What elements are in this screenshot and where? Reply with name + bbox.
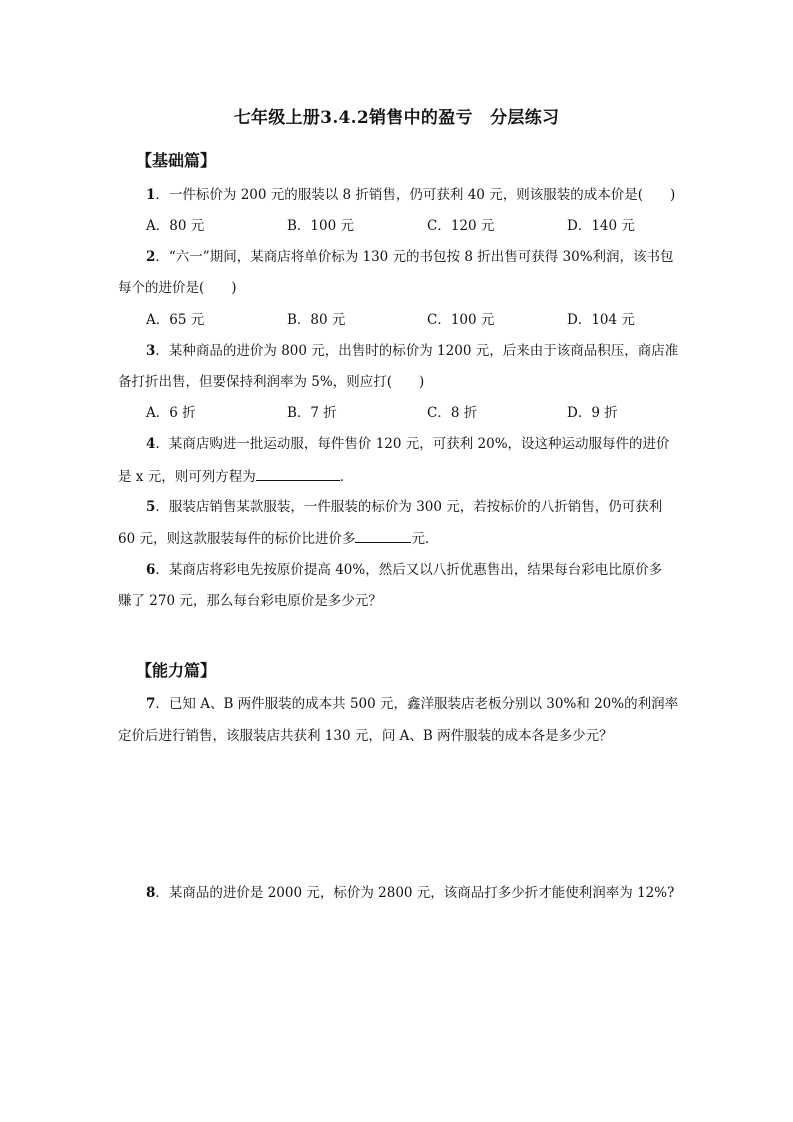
page-title: 七年级上册3.4.2销售中的盈亏 分层练习 xyxy=(233,108,560,128)
section-basic: 【基础篇】 xyxy=(136,151,217,170)
q3-option-d: D．9 折 xyxy=(567,405,618,421)
question-2 xyxy=(146,247,674,267)
question-3 xyxy=(146,341,678,361)
question-5 xyxy=(146,497,662,517)
question-number: 2 xyxy=(146,249,156,265)
q2-option-b: B．80 元 xyxy=(287,312,346,328)
question-text: 60 元，则这款服装每件的标价比进价多 xyxy=(118,531,356,547)
q3-option-c: C．8 折 xyxy=(427,405,478,421)
answer-blank[interactable] xyxy=(355,528,411,543)
question-4-cont xyxy=(118,466,353,487)
q2-option-d: D．104 元 xyxy=(567,312,635,328)
question-text: ．某商店将彩电先按原价提高 40%，然后又以八折优惠售出，结果每台彩电比原价多 xyxy=(155,562,663,578)
q2-option-c: C．100 元 xyxy=(427,312,495,328)
question-text: ．“六一”期间，某商店将单价标为 130 元的书包按 8 折出售可获得 30%利润，该书包 xyxy=(155,249,674,265)
question-6 xyxy=(146,560,662,580)
q3-option-a: A．6 折 xyxy=(146,405,196,421)
question-text: 是 x 元，则可列方程为 xyxy=(118,469,256,485)
question-7-cont: 定价后进行销售，该服装店共获利 130 元，问 A、B 两件服装的成本各是多少元？ xyxy=(118,728,613,744)
answer-blank[interactable] xyxy=(256,466,340,481)
question-4 xyxy=(146,434,670,454)
question-text: ．一件标价为 200 元的服装以 8 折销售，仍可获利 40 元，则该服装的成本价是( ) xyxy=(155,187,676,203)
section-ability: 【能力篇】 xyxy=(136,661,217,680)
question-text: ．某商品的进价是 2000 元，标价为 2800 元，该商品打多少折才能使利润率为 12%? xyxy=(155,885,675,901)
question-text: ．某商店购进一批运动服，每件售价 120 元，可获利 20%，设这种运动服每件的进价 xyxy=(155,436,670,452)
question-text: ． xyxy=(339,469,354,485)
question-2-cont: 每个的进价是( ) xyxy=(118,280,237,296)
question-text: ．已知 A、B 两件服装的成本共 500 元，鑫洋服装店老板分别以 30%和 20%的利润率 xyxy=(155,696,679,712)
question-1 xyxy=(146,185,675,205)
question-number: 6 xyxy=(146,562,156,578)
q1-option-b: B．100 元 xyxy=(287,218,354,234)
question-number: 7 xyxy=(146,696,156,712)
question-number: 4 xyxy=(146,436,156,452)
question-5-cont xyxy=(118,528,438,549)
question-number: 1 xyxy=(146,187,156,203)
question-7 xyxy=(146,694,678,714)
q3-option-b: B．7 折 xyxy=(287,405,337,421)
question-text: 元． xyxy=(411,531,439,547)
question-text: ．某种商品的进价为 800 元，出售时的标价为 1200 元，后来由于该商品积压，商店准 xyxy=(155,343,679,359)
question-3-cont: 备打折出售，但要保持利润率为 5%，则应打( ) xyxy=(118,374,425,390)
q1-option-c: C．120 元 xyxy=(427,218,495,234)
q1-option-d: D．140 元 xyxy=(567,218,635,234)
q1-option-a: A．80 元 xyxy=(146,218,205,234)
q2-option-a: A．65 元 xyxy=(146,312,205,328)
question-text: ．服装店销售某款服装，一件服装的标价为 300 元，若按标价的八折销售，仍可获利 xyxy=(155,499,663,515)
question-number: 8 xyxy=(146,885,156,901)
question-8 xyxy=(146,883,674,903)
question-number: 5 xyxy=(146,499,156,515)
question-number: 3 xyxy=(146,343,156,359)
question-6-cont: 赚了 270 元，那么每台彩电原价是多少元？ xyxy=(118,593,382,609)
